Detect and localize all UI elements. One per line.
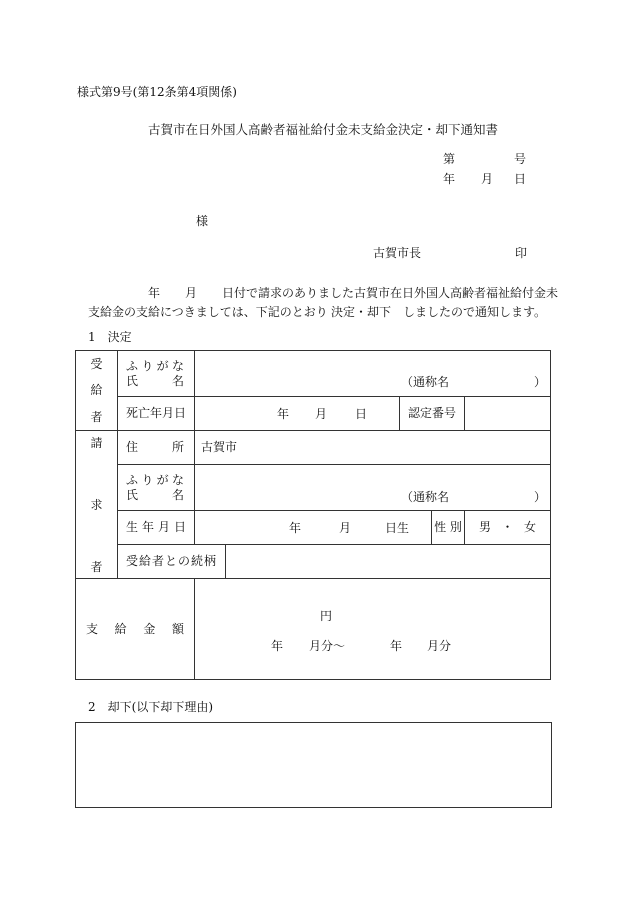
- date-month: 月: [481, 172, 494, 186]
- name-label-char: 氏: [126, 487, 139, 502]
- furigana-char: が: [156, 359, 169, 374]
- amount-label-char: 給: [114, 621, 127, 636]
- sex-options[interactable]: [465, 511, 551, 545]
- birth-date-label: [118, 511, 195, 545]
- body-line1-text: 日付で請求のありました古賀市在日外国人高齢者福祉給付金未: [222, 286, 559, 300]
- recipient-label-char: 受: [90, 356, 103, 371]
- alias-close: ）: [534, 375, 547, 389]
- number-go: 号: [514, 152, 527, 166]
- address-field[interactable]: 古賀市: [195, 431, 551, 465]
- claimant-label-char: 求: [90, 497, 103, 512]
- amount-label: [76, 579, 195, 680]
- death-date-field[interactable]: [195, 397, 400, 431]
- birth-label-char: 年: [141, 520, 154, 535]
- recipient-name-label: [118, 351, 195, 397]
- recipient-name-field[interactable]: [195, 351, 551, 397]
- form-number-label: 様式第9号(第12条第4項関係): [77, 85, 237, 99]
- claimant-name-label: [118, 465, 195, 511]
- birth-month: 月: [339, 521, 352, 535]
- furigana-char: ふ: [126, 473, 139, 488]
- death-month: 月: [315, 407, 328, 421]
- sex-option-separator: ・: [501, 520, 514, 535]
- birth-day: 日生: [385, 521, 410, 535]
- claimant-label-char: 請: [90, 436, 103, 450]
- address-label: [118, 431, 195, 465]
- name-label-char: 名: [171, 373, 184, 388]
- furigana-char: り: [141, 473, 154, 488]
- document-title: 古賀市在日外国人高齢者福祉給付金未支給金決定・却下通知書: [148, 122, 499, 137]
- furigana-char: り: [141, 359, 154, 374]
- body-line1-year: 年: [148, 286, 161, 300]
- date-year: 年: [443, 172, 456, 186]
- amount-label-char: 額: [171, 621, 184, 636]
- relation-field[interactable]: [226, 545, 551, 579]
- rejection-reason-box[interactable]: [75, 722, 552, 808]
- birth-label-char: 日: [173, 520, 186, 535]
- alias-open: （通称名: [401, 375, 450, 389]
- death-day: 日: [355, 407, 368, 421]
- decision-table: [75, 350, 551, 680]
- sex-label: 性 別: [432, 511, 465, 545]
- date-day: 日: [514, 172, 527, 186]
- alias-close: ）: [534, 490, 547, 504]
- period-from-month: 月分〜: [309, 639, 346, 653]
- section2-heading: 2 却下(以下却下理由): [88, 700, 213, 714]
- name-label-char: 名: [171, 487, 184, 502]
- body-line2-a: 支給金の支給につきましては、下記のとおり: [88, 305, 328, 319]
- body-line2-c: しましたので通知します。: [403, 305, 547, 319]
- birth-label-char: 月: [157, 520, 170, 535]
- body-line2-decision: 決定・却下: [331, 305, 392, 319]
- furigana-char: な: [171, 473, 184, 488]
- claimant-name-field[interactable]: [195, 465, 551, 511]
- claimant-group-label: [76, 431, 118, 579]
- cert-number-label: 認定番号: [400, 397, 465, 431]
- seal-mark: 印: [515, 246, 528, 260]
- furigana-char: な: [171, 359, 184, 374]
- death-year: 年: [277, 407, 290, 421]
- birth-year: 年: [289, 521, 302, 535]
- death-date-label: 死亡年月日: [118, 397, 195, 431]
- birth-label-char: 生: [126, 520, 139, 535]
- recipient-group-label: [76, 351, 118, 431]
- alias-open: （通称名: [401, 490, 450, 504]
- claimant-label-char: 者: [90, 559, 103, 574]
- name-label-char: 氏: [126, 373, 139, 388]
- cert-number-field[interactable]: [465, 397, 551, 431]
- recipient-label-char: 給: [90, 383, 103, 398]
- sex-option-female[interactable]: 女: [524, 520, 537, 535]
- recipient-suffix: 様: [196, 214, 209, 228]
- furigana-char: ふ: [126, 359, 139, 374]
- amount-label-char: 支: [86, 621, 99, 636]
- amount-field[interactable]: [195, 579, 551, 680]
- address-label-char: 住: [126, 440, 139, 455]
- relation-label: 受給者との続柄: [118, 545, 226, 579]
- birth-date-field[interactable]: [195, 511, 432, 545]
- amount-unit: 円: [320, 609, 333, 623]
- body-line1-month: 月: [185, 286, 198, 300]
- amount-label-char: 金: [143, 621, 156, 636]
- number-dai: 第: [443, 152, 456, 166]
- furigana-char: が: [156, 473, 169, 488]
- section1-heading: 1 決定: [88, 330, 132, 344]
- period-to-month: 月分: [427, 639, 452, 653]
- recipient-label-char: 者: [90, 410, 103, 425]
- issuer-name: 古賀市長: [373, 246, 422, 260]
- period-from-year: 年: [271, 639, 284, 653]
- period-to-year: 年: [390, 639, 403, 653]
- sex-option-male[interactable]: 男: [479, 520, 492, 535]
- address-label-char: 所: [171, 440, 184, 455]
